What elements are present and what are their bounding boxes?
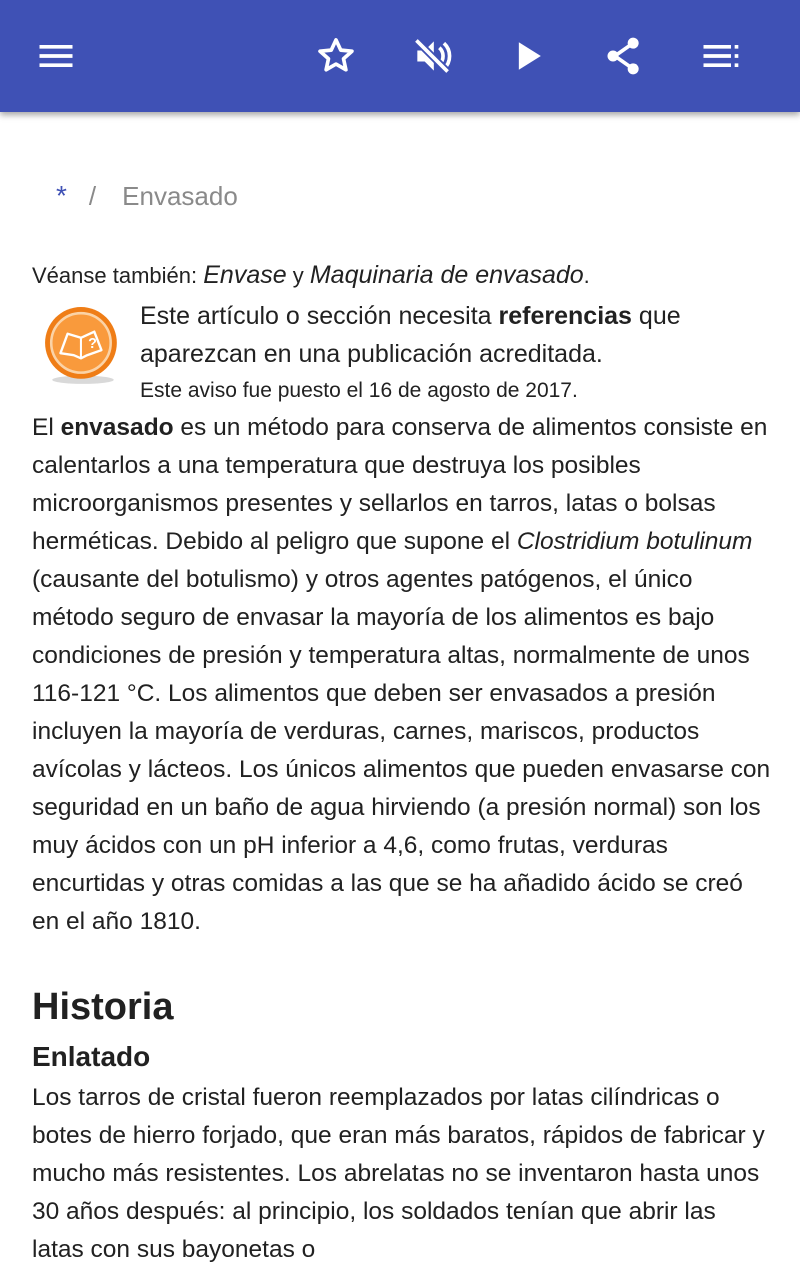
playlist-icon[interactable]: [692, 28, 748, 84]
intro-text-1: El: [32, 414, 61, 441]
breadcrumb-home-link[interactable]: *: [56, 180, 67, 211]
see-also-line: [32, 256, 772, 295]
svg-text:?: ?: [88, 336, 97, 353]
app-bar: [0, 0, 800, 112]
breadcrumb-current: Envasado: [122, 180, 238, 211]
intro-text-2: es un método para conserva de alimentos consiste en calentarlos a una temperatura que destruya los posibles microorganismos presentes y sellarlos en tarros, latas o bolsas herméticas. Debido al peligro que supone el: [32, 414, 768, 555]
share-icon[interactable]: [596, 28, 652, 84]
section-paragraph: Los tarros de cristal fueron reemplazados por latas cilíndricas o botes de hierro forjado, que eran más baratos, rápidos de fabricar y mucho más resistentes. Los abrelatas no se inventaron hasta unos 30 años después: al principio, los soldados tenían que abrir las latas con sus bayonetas o: [32, 1084, 765, 1263]
see-also-connector: y: [286, 263, 310, 288]
play-icon[interactable]: [500, 28, 556, 84]
notice-text-bold: referencias: [498, 302, 632, 330]
book-question-icon: [42, 305, 124, 387]
see-also-link-envase[interactable]: Envase: [203, 261, 287, 289]
see-also-link-maquinaria[interactable]: Maquinaria de envasado: [309, 261, 584, 289]
references-notice: [32, 297, 772, 409]
intro-text-3: (causante del botulismo) y otros agentes patógenos, el único método seguro de envasar la mayoría de los alimentos es bajo condiciones de presión y temperatura altas, normalmente de unos 116-121 °C. Los alimentos que deben ser envasados a presión incluyen la mayoría de verduras, carnes, mariscos, productos avícolas y lácteos. Los únicos alimentos que pueden envasarse con seguridad en un baño de agua hirviendo (a presión normal) son los muy ácidos con un pH inferior a 4,6, como frutas, verduras encurtidas y otras comidas a las que se ha añadido ácido se creó en el año 1810.: [32, 566, 771, 935]
menu-icon[interactable]: [28, 28, 84, 84]
subsection-title: Enlatado: [32, 1041, 151, 1072]
notice-text: [140, 297, 780, 409]
section-title: Historia: [32, 986, 174, 1028]
notice-text-part2: que aparezcan en una publicación acreditada.: [140, 302, 681, 368]
notice-date: Este aviso fue puesto el 16 de agosto de 2017.: [140, 379, 578, 402]
intro-term-envasado: envasado: [60, 414, 174, 441]
volume-off-icon[interactable]: [404, 28, 460, 84]
star-outline-icon[interactable]: [308, 28, 364, 84]
notice-text-part1: Este artículo o sección necesita: [140, 302, 499, 330]
breadcrumb: [56, 180, 238, 212]
breadcrumb-separator: /: [88, 180, 97, 211]
see-also-suffix: .: [583, 263, 590, 288]
article-content: [32, 256, 772, 1269]
intro-paragraph: [32, 409, 772, 941]
see-also-prefix: Véanse también:: [32, 263, 204, 288]
intro-term-clostridium: Clostridium botulinum: [516, 528, 753, 555]
